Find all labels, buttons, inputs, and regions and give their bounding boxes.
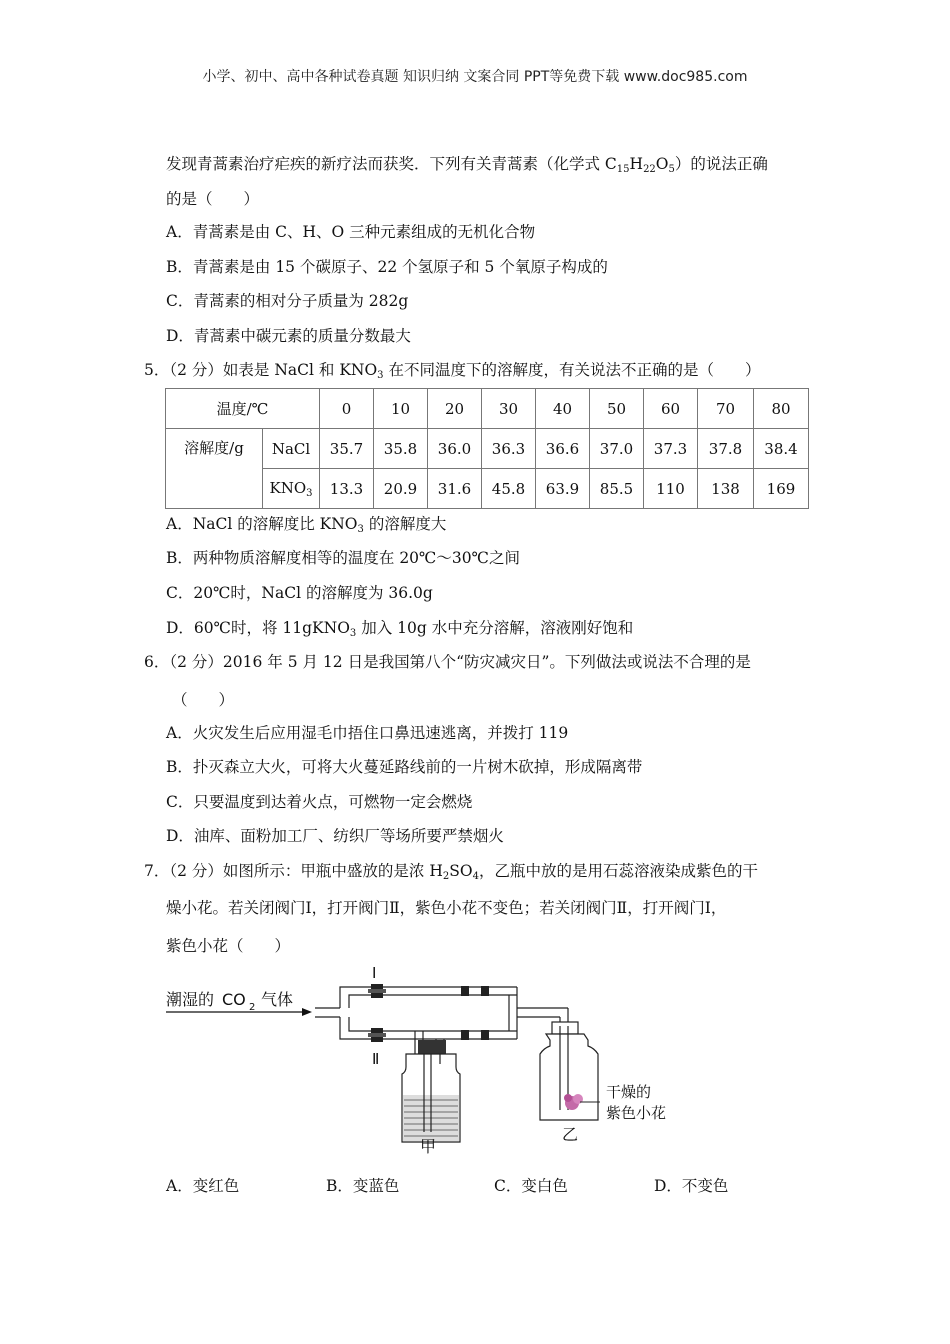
q4-option-a: A．青蒿素是由 C、H、O 三种元素组成的无机化合物	[166, 223, 536, 241]
flower-label-line2: 紫色小花	[606, 1104, 667, 1122]
page-header: 小学、初中、高中各种试卷真题 知识归纳 文案合同 PPT等免费下载 www.doc985.com	[202, 69, 748, 85]
bottle-yi-label: 乙	[562, 1125, 579, 1144]
kno3-cell: 138	[698, 469, 754, 509]
solubility-header: 溶解度/g	[166, 429, 263, 509]
kno3-label-text: KNO	[269, 478, 307, 497]
kno3-cell: 85.5	[590, 469, 644, 509]
joint-icon	[461, 1030, 469, 1040]
q6-stem-line1	[144, 650, 751, 672]
kno3-label-sub: 3	[306, 487, 313, 499]
q7-choice-d: D．不变色	[654, 1177, 729, 1195]
q7-stem-line3: 紫色小花（ ）	[166, 937, 291, 955]
q4-option-b: B．青蒿素是由 15 个碳原子、22 个氢原子和 5 个氧原子构成的	[166, 258, 608, 276]
temp-cell: 80	[754, 389, 809, 429]
nacl-cell: 38.4	[754, 429, 809, 469]
joint-icon	[481, 1030, 489, 1040]
q5-stem	[144, 358, 760, 381]
nacl-label: NaCl	[263, 429, 320, 469]
q7-so: SO	[449, 862, 473, 880]
valve-ii-icon	[368, 1028, 386, 1042]
q5-option-d-post: 加入 10g 水中充分溶解，溶液刚好饱和	[356, 619, 634, 637]
valve-i-label: Ⅰ	[372, 964, 377, 982]
nacl-cell: 35.7	[320, 429, 374, 469]
q4-option-c: C．青蒿素的相对分子质量为 282g	[166, 292, 409, 310]
q4-h: H	[629, 155, 644, 173]
table-row-temperature	[166, 389, 809, 429]
gas-label-end: 气体	[261, 990, 294, 1009]
valve-ii-label: Ⅱ	[372, 1050, 380, 1068]
q7-sub-2: 2	[442, 871, 450, 882]
bottle-jia	[402, 1040, 460, 1142]
q7-sub-4: 4	[472, 871, 479, 882]
joint-icon	[481, 986, 489, 996]
gas-co: CO	[222, 990, 246, 1009]
kno3-cell: 63.9	[536, 469, 590, 509]
table-row-nacl	[166, 429, 809, 469]
kno3-cell: 13.3	[320, 469, 374, 509]
q4-o: O	[655, 155, 669, 173]
q6-option-a: A．火灾发生后应用湿毛巾捂住口鼻迅速逃离，并拨打 119	[166, 724, 569, 742]
q5-option-d-sub: 3	[349, 628, 357, 639]
temp-cell: 40	[536, 389, 590, 429]
q7-choice-b: B．变蓝色	[326, 1177, 400, 1195]
q7-choice-a: A．变红色	[166, 1177, 240, 1195]
nacl-cell: 35.8	[374, 429, 428, 469]
q6-option-d: D．油库、面粉加工厂、纺织厂等场所要严禁烟火	[166, 827, 504, 845]
q5-option-b: B．两种物质溶解度相等的温度在 20℃～30℃之间	[166, 549, 520, 567]
nacl-cell: 36.3	[482, 429, 536, 469]
flower-label-line1: 干燥的	[606, 1083, 652, 1101]
q5-number: 5．	[144, 361, 170, 379]
q5-option-d-pre: D．60℃时，将 11gKNO	[166, 619, 350, 637]
q4-stem-line1	[166, 152, 768, 175]
q5-stem-post: 在不同温度下的溶解度，有关说法不正确的是（ ）	[383, 361, 761, 379]
gas-label: 潮湿的	[166, 990, 215, 1009]
temp-cell: 0	[320, 389, 374, 429]
temp-cell: 70	[698, 389, 754, 429]
gas-co-sub: 2	[249, 1002, 256, 1013]
q6-stem1: （2 分）2016 年 5 月 12 日是我国第八个“防灾减灾日”。下列做法或说法不合理的是	[169, 653, 751, 671]
q4-stem-post: ）的说法正确	[674, 155, 768, 173]
temp-cell: 30	[482, 389, 536, 429]
q7-number: 7．	[144, 862, 170, 880]
valve-i-icon	[368, 984, 386, 998]
q4-option-d: D．青蒿素中碳元素的质量分数最大	[166, 327, 411, 345]
nacl-cell: 36.0	[428, 429, 482, 469]
nacl-cell: 37.0	[590, 429, 644, 469]
q4-sub-15: 15	[616, 164, 630, 175]
nacl-cell: 36.6	[536, 429, 590, 469]
temp-cell: 10	[374, 389, 428, 429]
q5-option-a-sub: 3	[357, 524, 364, 535]
q6-stem-line2: （ ）	[172, 691, 235, 709]
q6-option-c: C．只要温度到达着火点，可燃物一定会燃烧	[166, 793, 473, 811]
table-row-kno3	[166, 469, 809, 509]
q5-sub-3: 3	[377, 370, 384, 381]
q4-sub-5: 5	[668, 164, 675, 175]
gas-arrow-head	[302, 1008, 312, 1016]
q5-option-d	[166, 616, 633, 639]
q7-stem1-post: ，乙瓶中放的是用石蕊溶液染成紫色的干	[478, 862, 758, 880]
kno3-cell: 20.9	[374, 469, 428, 509]
kno3-cell: 110	[644, 469, 698, 509]
q5-stem-pre: （2 分）如表是 NaCl 和 KNO	[169, 361, 378, 379]
temp-cell: 50	[590, 389, 644, 429]
nacl-cell: 37.8	[698, 429, 754, 469]
q4-sub-22: 22	[643, 164, 656, 175]
kno3-cell: 169	[754, 469, 809, 509]
bottle-jia-label: 甲	[420, 1137, 437, 1156]
temp-cell: 60	[644, 389, 698, 429]
q4-stem-line2: 的是（ ）	[166, 190, 260, 208]
kno3-cell: 31.6	[428, 469, 482, 509]
q7-stem1-pre: （2 分）如图所示：甲瓶中盛放的是浓 H	[169, 862, 443, 880]
q5-option-a-pre: A．NaCl 的溶解度比 KNO	[166, 515, 358, 533]
q7-choice-c: C．变白色	[494, 1177, 568, 1195]
temp-cell: 20	[428, 389, 482, 429]
q4-stem-pre: 发现青蒿素治疗疟疾的新疗法而获奖．下列有关青蒿素（化学式 C	[166, 155, 617, 173]
solubility-table	[165, 388, 809, 509]
joint-icon	[461, 986, 469, 996]
temp-header: 温度/℃	[166, 389, 320, 429]
kno3-label	[263, 469, 320, 509]
q5-option-a	[166, 512, 446, 535]
q6-number: 6．	[144, 653, 170, 671]
q5-option-c: C．20℃时，NaCl 的溶解度为 36.0g	[166, 584, 433, 602]
nacl-cell: 37.3	[644, 429, 698, 469]
q5-option-a-post: 的溶解度大	[363, 515, 447, 533]
kno3-cell: 45.8	[482, 469, 536, 509]
q7-stem-line1	[144, 859, 758, 882]
q7-stem-line2: 燥小花。若关闭阀门Ⅰ，打开阀门Ⅱ，紫色小花不变色；若关闭阀门Ⅱ，打开阀门Ⅰ，	[166, 899, 727, 917]
apparatus-diagram	[160, 960, 690, 1160]
q6-option-b: B．扑灭森立大火，可将大火蔓延路线前的一片树木砍掉，形成隔离带	[166, 758, 643, 776]
